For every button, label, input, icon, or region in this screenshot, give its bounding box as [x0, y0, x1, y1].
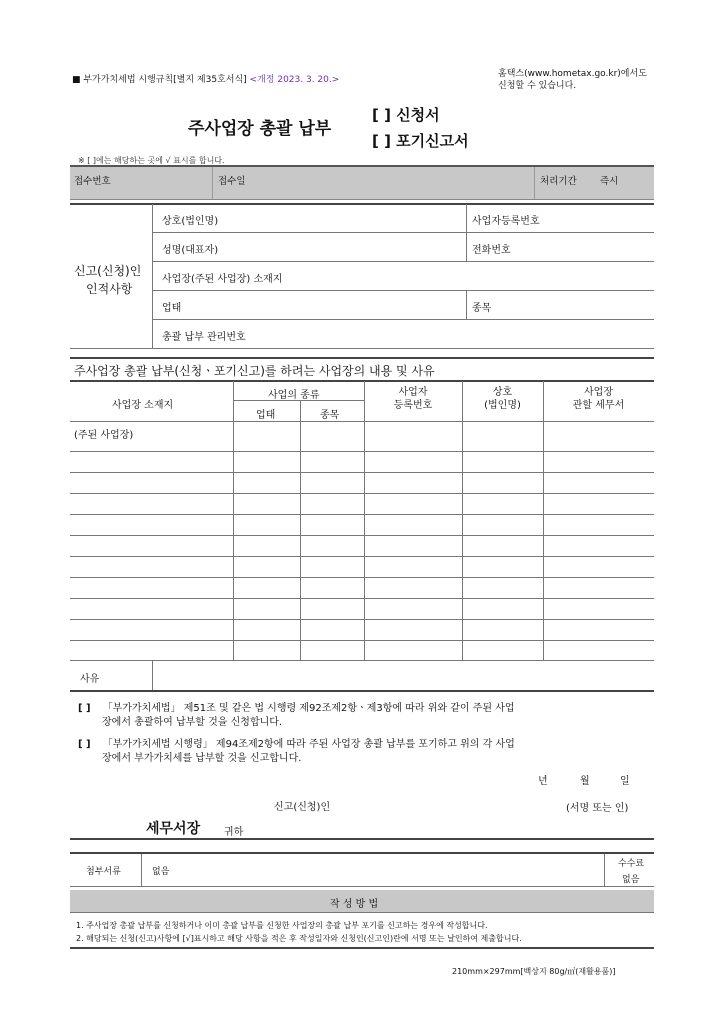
col-office-header-line1: 사업장 [584, 387, 613, 398]
instructions-title: 작 성 방 법 [330, 899, 379, 910]
signer-label: 신고(신청)인 [274, 802, 331, 813]
declaration-application [78, 702, 648, 730]
tax-office-label: 세무서장 [146, 821, 201, 837]
declaration-abandonment [78, 738, 648, 766]
col-regno-header-line1: 사업자 [398, 387, 428, 398]
processing-period-value: 즉시 [600, 176, 619, 187]
option-abandonment[interactable]: [ ] 포기신고서 [372, 132, 469, 150]
instructions-title-bar [70, 890, 654, 912]
attachments-value: 없음 [152, 867, 170, 877]
biz-reg-no-field[interactable]: 사업자등록번호 [472, 216, 540, 227]
fee-value: 없음 [622, 875, 640, 885]
rep-name-field[interactable]: 성명(대표자) [162, 245, 219, 256]
business-type-field[interactable]: 업태 [162, 303, 182, 314]
receipt-number-label: 접수번호 [74, 176, 111, 187]
receipt-bar [70, 165, 654, 200]
sign-note[interactable]: (서명 또는 인) [566, 803, 629, 814]
hometax-notice-line1: 홈택스(www.hometax.go.kr)에서도 [498, 69, 647, 79]
col-location-header: 사업장 소재지 [112, 400, 174, 411]
attachments-label: 첨부서류 [86, 867, 121, 877]
instruction-item-1: 1. 주사업장 총괄 납부를 신청하거나 이미 총괄 납부를 신청한 사업장의 총괄 납부 포기를 신고하는 경우에 작성합니다. [76, 921, 488, 930]
fee-label: 수수료 [618, 859, 645, 869]
declaration-application-text-2: 장에서 총괄하여 납부할 것을 신청합니다. [102, 717, 283, 728]
law-reference-text: ■ 부가가치세법 시행규칙[별지 제35호서식] [72, 75, 247, 85]
paper-spec: 210mm×297mm[백상지 80g/㎡(재활용품)] [452, 967, 616, 976]
business-item-field[interactable]: 종목 [472, 303, 492, 314]
reason-field[interactable] [153, 661, 653, 690]
col-name-header [462, 386, 543, 412]
declaration-abandonment-checkbox[interactable]: [ ] [78, 739, 91, 750]
trade-name-field[interactable]: 상호(법인명) [162, 216, 219, 227]
receipt-date-label: 접수일 [218, 176, 246, 187]
mgmt-no-field[interactable]: 총괄 납부 관리번호 [162, 332, 246, 343]
col-name-header-line2: (법인명) [484, 400, 521, 411]
col-office-header [543, 386, 654, 412]
form-title: 주사업장 총괄 납부 [188, 119, 332, 139]
first-row-main-place: (주된 사업장) [74, 430, 134, 441]
declaration-abandonment-text-1: 「부가가치세법 시행령」 제94조제2항에 따라 주된 사업장 총괄 납부를 포기하고 위의 각 사업 [102, 739, 515, 750]
col-kind-header: 사업의 종류 [268, 390, 320, 401]
declaration-abandonment-text-2: 장에서 부가가치세를 납부할 것을 신고합니다. [102, 753, 302, 764]
form-law-reference [72, 72, 339, 85]
year-label: 년 [538, 776, 548, 787]
hometax-notice [498, 68, 647, 92]
col-item-header: 종목 [320, 410, 340, 421]
day-label: 일 [620, 776, 630, 787]
revision-date: <개정 2023. 3. 20.> [249, 75, 340, 85]
applicant-section-label-2: 인적사항 [86, 282, 133, 296]
address-field[interactable]: 사업장(주된 사업장) 소재지 [162, 274, 283, 285]
phone-field[interactable]: 전화번호 [472, 245, 511, 256]
table-caption: 주사업장 총괄 납부(신청ㆍ포기신고)를 하려는 사업장의 내용 및 사유 [74, 364, 435, 378]
option-application[interactable]: [ ] 신청서 [372, 106, 440, 124]
col-office-header-line2: 관할 세무서 [572, 400, 625, 411]
col-name-header-line1: 상호 [492, 387, 513, 398]
instruction-item-2: 2. 해당되는 신청(신고)사항에 [√]표시하고 해당 사항을 적은 후 작성일자와 신청인(신고인)란에 서명 또는 날인하여 제출합니다. [76, 934, 522, 943]
declaration-application-text-1: 「부가가치세법」 제51조 및 같은 법 시행령 제92조제2항ㆍ제3항에 따라 위와 같이 주된 사업 [102, 703, 515, 714]
col-type-header: 업태 [256, 410, 276, 421]
hometax-notice-line2: 신청할 수 있습니다. [498, 81, 577, 91]
applicant-section-label-1: 신고(신청)인 [74, 264, 142, 278]
month-label: 월 [580, 776, 590, 787]
honorific-label: 귀하 [224, 827, 244, 838]
check-note: ※ [ ]에는 해당하는 곳에 √ 표시를 합니다. [78, 156, 225, 165]
col-regno-header-line2: 등록번호 [393, 400, 433, 411]
col-regno-header [364, 386, 462, 412]
reason-label: 사유 [80, 674, 100, 685]
declaration-application-checkbox[interactable]: [ ] [78, 703, 91, 714]
processing-period-label: 처리기간 [540, 176, 577, 187]
